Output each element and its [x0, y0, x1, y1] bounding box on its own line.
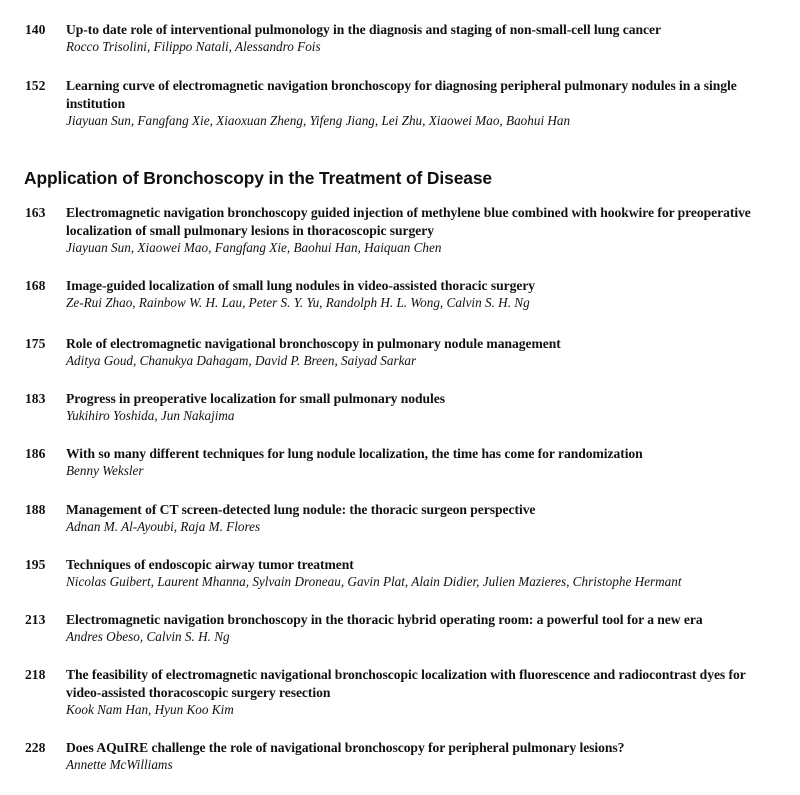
entry-content [66, 204, 781, 257]
article-title[interactable]: With so many different techniques for lung nodule localization, the time has come for randomization [66, 446, 643, 461]
entry-page-number: 218 [25, 667, 46, 682]
entry-content [66, 739, 781, 774]
entry-content [66, 556, 781, 591]
entry-page-number: 152 [25, 78, 46, 93]
entry-content [66, 77, 781, 130]
article-authors: Yukihiro Yoshida, Jun Nakajima [66, 408, 235, 423]
article-authors: Adnan M. Al-Ayoubi, Raja M. Flores [66, 519, 261, 534]
article-title[interactable]: Progress in preoperative localization for small pulmonary nodules [66, 391, 446, 406]
article-title[interactable]: Electromagnetic navigation bronchoscopy guided injection of methylene blue combined with hookwire for preoperative localization of small pulmonary lesions in thoracoscopic surgery [66, 205, 751, 238]
article-title[interactable]: Up-to date role of interventional pulmonology in the diagnosis and staging of non-small-cell lung cancer [66, 22, 661, 37]
article-title[interactable]: Learning curve of electromagnetic navigation bronchoscopy for diagnosing peripheral pulmonary nodules in a single institution [66, 78, 737, 111]
entry-content [66, 666, 781, 719]
article-authors: Nicolas Guibert, Laurent Mhanna, Sylvain Droneau, Gavin Plat, Alain Didier, Julien Mazieres, Christophe Hermant [66, 574, 682, 589]
entry-page-number: 195 [25, 557, 46, 572]
article-title[interactable]: The feasibility of electromagnetic navigational bronchoscopic localization with fluorescence and radiocontrast dyes for video-assisted thoracoscopic surgery resection [66, 667, 746, 700]
entry-page-number: 188 [25, 502, 46, 517]
article-authors: Jiayuan Sun, Fangfang Xie, Xiaoxuan Zheng, Yifeng Jiang, Lei Zhu, Xiaowei Mao, Baohui Han [66, 113, 571, 128]
entry-content [66, 501, 781, 536]
article-title[interactable]: Image-guided localization of small lung nodules in video-assisted thoracic surgery [66, 278, 536, 293]
entry-content [66, 21, 781, 56]
entry-content [66, 445, 781, 480]
article-title[interactable]: Does AQuIRE challenge the role of navigational bronchoscopy for peripheral pulmonary lesions? [66, 740, 625, 755]
entry-page-number: 186 [25, 446, 46, 461]
entry-page-number: 213 [25, 612, 46, 627]
entry-page-number: 183 [25, 391, 46, 406]
article-authors: Kook Nam Han, Hyun Koo Kim [66, 702, 234, 717]
article-authors: Jiayuan Sun, Xiaowei Mao, Fangfang Xie, Baohui Han, Haiquan Chen [66, 240, 442, 255]
article-title[interactable]: Management of CT screen-detected lung nodule: the thoracic surgeon perspective [66, 502, 536, 517]
article-authors: Andres Obeso, Calvin S. H. Ng [66, 629, 230, 644]
article-title[interactable]: Techniques of endoscopic airway tumor treatment [66, 557, 354, 572]
entry-content [66, 335, 781, 370]
entry-content [66, 390, 781, 425]
entry-page-number: 163 [25, 205, 46, 220]
article-authors: Benny Weksler [66, 463, 144, 478]
article-authors: Rocco Trisolini, Filippo Natali, Alessandro Fois [66, 39, 321, 54]
article-title[interactable]: Electromagnetic navigation bronchoscopy in the thoracic hybrid operating room: a powerful tool for a new era [66, 612, 703, 627]
entry-content [66, 277, 781, 312]
entry-page-number: 175 [25, 336, 46, 351]
article-title[interactable]: Role of electromagnetic navigational bronchoscopy in pulmonary nodule management [66, 336, 561, 351]
entry-page-number: 168 [25, 278, 46, 293]
entry-page-number: 140 [25, 22, 46, 37]
article-authors: Aditya Goud, Chanukya Dahagam, David P. Breen, Saiyad Sarkar [66, 353, 417, 368]
article-authors: Annette McWilliams [66, 757, 173, 772]
entry-page-number: 228 [25, 740, 46, 755]
entry-content [66, 611, 781, 646]
section-heading: Application of Bronchoscopy in the Treatment of Disease [24, 168, 492, 188]
article-authors: Ze-Rui Zhao, Rainbow W. H. Lau, Peter S. Y. Yu, Randolph H. L. Wong, Calvin S. H. Ng [66, 295, 530, 310]
